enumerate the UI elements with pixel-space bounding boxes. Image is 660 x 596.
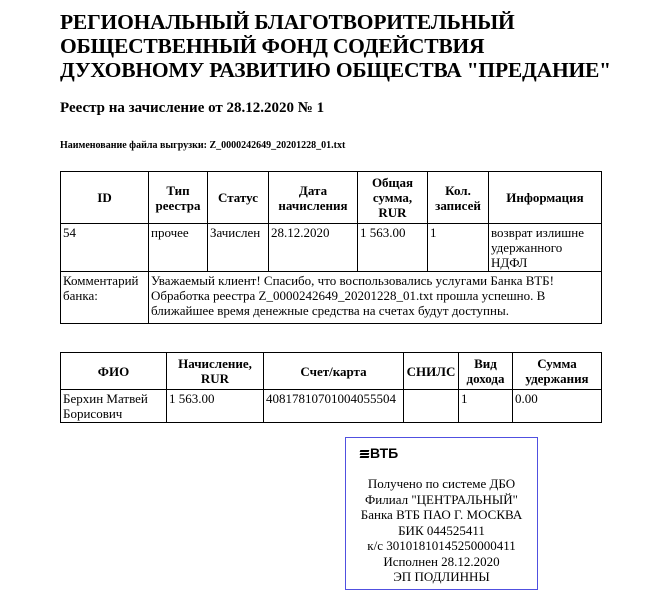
cell-type: прочее [149, 224, 208, 272]
cell-date: 28.12.2020 [269, 224, 358, 272]
stamp-line: Получено по системе ДБО [367, 476, 516, 491]
registry-header-row [61, 172, 602, 224]
bank-stamp [345, 437, 538, 590]
title-line: ОБЩЕСТВЕННЫЙ ФОНД СОДЕЙСТВИЯ [60, 34, 485, 58]
header-name: ФИО [61, 353, 167, 390]
cell-account: 40817810701004055504 [264, 390, 404, 423]
header-income-type: Вид дохода [459, 353, 513, 390]
header-withholding: Сумма удержания [513, 353, 602, 390]
header-snils: СНИЛС [404, 353, 459, 390]
cell-info: возврат излишне удержанного НДФЛ [489, 224, 602, 272]
payees-header-row [61, 353, 602, 390]
export-filename: Наименование файла выгрузки: Z_0000242649_20201228_01.txt [60, 140, 346, 151]
comment-label: Комментарий банка: [61, 272, 149, 324]
header-count: Кол. записей [428, 172, 489, 224]
header-id: ID [61, 172, 149, 224]
organization-title [60, 10, 611, 82]
title-line: РЕГИОНАЛЬНЫЙ БЛАГОТВОРИТЕЛЬНЫЙ [60, 10, 515, 34]
header-status: Статус [208, 172, 269, 224]
stamp-line: Банка ВТБ ПАО Г. МОСКВА [360, 507, 523, 522]
cell-total: 1 563.00 [358, 224, 428, 272]
header-date: Дата начисления [269, 172, 358, 224]
stamp-line: Исполнен 28.12.2020 [383, 553, 500, 569]
cell-income-type: 1 [459, 390, 513, 423]
cell-id: 54 [61, 224, 149, 272]
stamp-line: к/с 30101810145250000411 [367, 538, 516, 553]
table-row [61, 224, 602, 272]
table-row [61, 390, 602, 423]
header-type: Тип реестра [149, 172, 208, 224]
bank-comment: Уважаемый клиент! Спасибо, что воспользовались услугами Банка ВТБ! Обработка реестра Z_0000242649_20201228_01.txt прошла успешно. В ближайшее время денежные средства на счетах будут доступны. [149, 272, 602, 324]
header-account: Счет/карта [264, 353, 404, 390]
cell-withholding: 0.00 [513, 390, 602, 423]
cell-snils [404, 390, 459, 423]
stamp-line: Филиал "ЦЕНТРАЛЬНЫЙ" [365, 491, 518, 507]
comment-row [61, 272, 602, 324]
vtb-logo-icon [360, 449, 369, 459]
cell-count: 1 [428, 224, 489, 272]
cell-name: Берхин Матвей Борисович [61, 390, 167, 423]
stamp-line: БИК 044525411 [398, 522, 485, 538]
header-total: Общая сумма, RUR [358, 172, 428, 224]
vtb-logo [360, 446, 398, 462]
title-line: ДУХОВНОМУ РАЗВИТИЮ ОБЩЕСТВА "ПРЕДАНИЕ" [60, 58, 611, 82]
registry-table [60, 171, 602, 324]
registry-subtitle: Реестр на зачисление от 28.12.2020 № 1 [60, 100, 325, 116]
cell-amount: 1 563.00 [167, 390, 264, 423]
stamp-line: ЭП ПОДЛИННЫ [393, 569, 490, 584]
header-amount: Начисление, RUR [167, 353, 264, 390]
payees-table [60, 352, 602, 423]
logo-text: ВТБ [370, 445, 399, 461]
header-info: Информация [489, 172, 602, 224]
cell-status: Зачислен [208, 224, 269, 272]
